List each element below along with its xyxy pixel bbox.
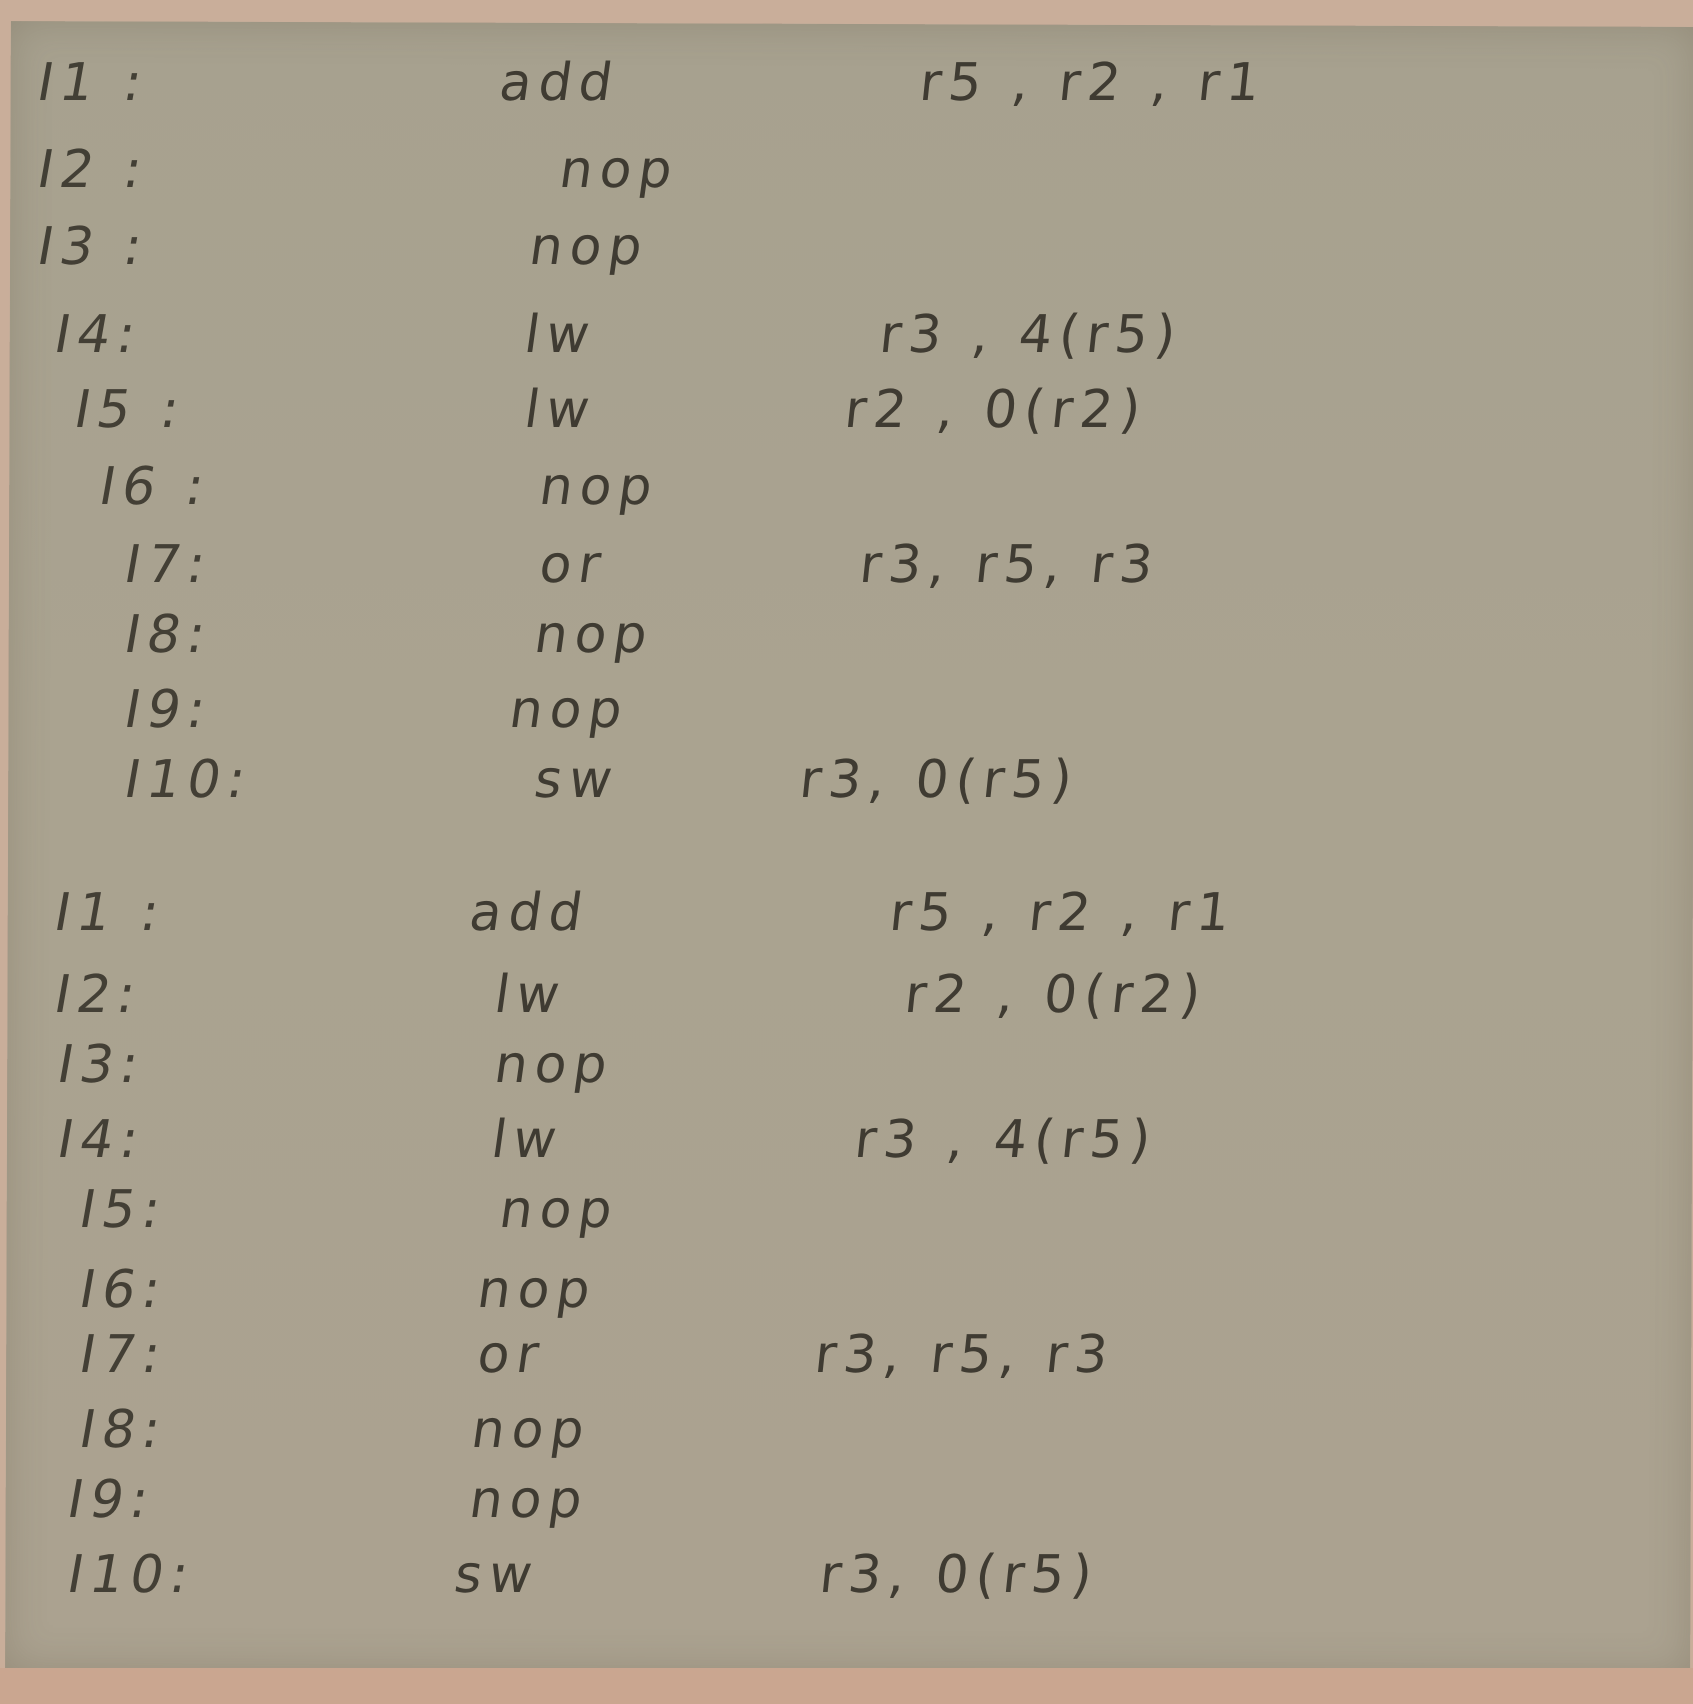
instruction-label: I9: [62, 1470, 161, 1530]
instruction-opcode: or [473, 1325, 550, 1385]
instruction-operands: r3, 0(r5) [816, 1545, 1102, 1605]
instruction-opcode: nop [473, 1260, 601, 1320]
instruction-opcode: add [465, 883, 594, 943]
instruction-opcode: nop [465, 1470, 593, 1530]
instruction-label: I4: [49, 305, 148, 365]
instruction-label: I7: [74, 1325, 173, 1385]
instruction-label: I10: [119, 750, 258, 810]
instruction-operands: r3 , 4(r5) [851, 1110, 1161, 1170]
instruction-opcode: lw [520, 305, 601, 365]
instruction-label: I2 : [32, 140, 154, 200]
instruction-operands: r3, 0(r5) [796, 750, 1082, 810]
instruction-label: I4: [52, 1110, 151, 1170]
instruction-label: I5 : [69, 380, 191, 440]
instruction-opcode: nop [525, 217, 653, 277]
instruction-operands: r3, r5, r3 [856, 535, 1163, 595]
instruction-label: I8: [119, 605, 218, 665]
instruction-opcode: nop [535, 457, 663, 517]
instruction-label: I6: [74, 1260, 173, 1320]
instruction-label: I3 : [32, 217, 154, 277]
instruction-opcode: nop [505, 680, 633, 740]
instruction-operands: r3, r5, r3 [811, 1325, 1118, 1385]
instruction-opcode: add [495, 53, 624, 113]
desk-edge [0, 1668, 1693, 1704]
instruction-opcode: nop [555, 140, 683, 200]
instruction-opcode: or [535, 535, 612, 595]
instruction-opcode: nop [530, 605, 658, 665]
instruction-opcode: sw [450, 1545, 543, 1605]
instruction-operands: r2 , 0(r2) [841, 380, 1151, 440]
instruction-label: I3: [52, 1035, 151, 1095]
instruction-operands: r5 , r2 , r1 [916, 53, 1270, 113]
instruction-label: I1 : [32, 53, 154, 113]
instruction-opcode: nop [467, 1400, 595, 1460]
instruction-opcode: lw [487, 1110, 568, 1170]
instruction-operands: r2 , 0(r2) [901, 965, 1211, 1025]
instruction-opcode: lw [520, 380, 601, 440]
instruction-opcode: nop [495, 1180, 623, 1240]
instruction-opcode: sw [530, 750, 623, 810]
instruction-label: I2: [49, 965, 148, 1025]
instruction-opcode: lw [490, 965, 571, 1025]
instruction-operands: r3 , 4(r5) [876, 305, 1186, 365]
instruction-label: I8: [74, 1400, 173, 1460]
instruction-label: I6 : [94, 457, 216, 517]
instruction-label: I9: [119, 680, 218, 740]
paper-sheet [5, 21, 1693, 1675]
instruction-label: I10: [62, 1545, 201, 1605]
instruction-opcode: nop [490, 1035, 618, 1095]
instruction-label: I1 : [49, 883, 171, 943]
instruction-label: I7: [119, 535, 218, 595]
instruction-label: I5: [74, 1180, 173, 1240]
instruction-operands: r5 , r2 , r1 [886, 883, 1240, 943]
